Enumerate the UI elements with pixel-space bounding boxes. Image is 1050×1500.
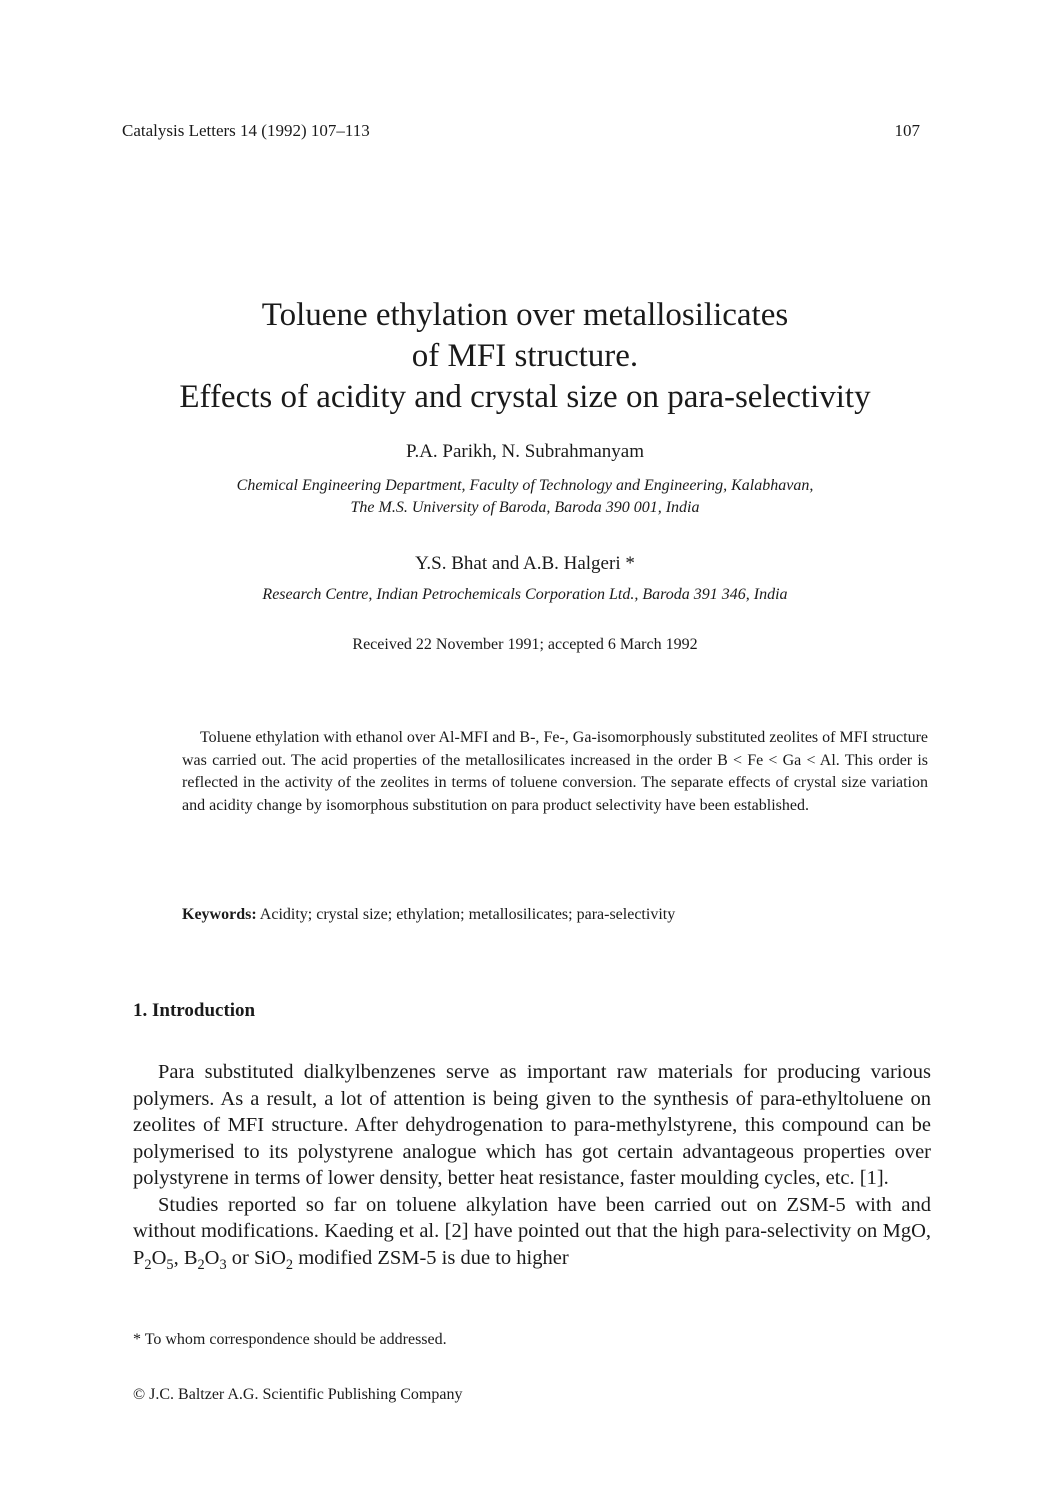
subscript: 2 <box>144 1256 152 1273</box>
subscript: 5 <box>166 1256 174 1273</box>
authors-group-2: Y.S. Bhat and A.B. Halgeri * <box>415 553 635 574</box>
abstract-text: Toluene ethylation with ethanol over Al-MFI and B-, Fe-, Ga-isomorphously substituted zeolites of MFI structure was carried out. The acid properties of the metallosilicates increased in the order B < Fe < Ga < Al. This order is reflected in the activity of the zeolites in terms of toluene conversion. The separate effects of crystal size variation and acidity change by isomorphous substitution on para product selectivity have been established. <box>182 729 928 814</box>
intro-p2-sep2: or SiO <box>226 1246 286 1269</box>
footnote: * To whom correspondence should be addressed. <box>133 1331 447 1348</box>
title-line-3: Effects of acidity and crystal size on para-selectivity <box>179 379 871 415</box>
subscript: 2 <box>285 1256 294 1273</box>
introduction-body <box>133 1059 931 1271</box>
keywords-label: Keywords: <box>182 906 257 923</box>
intro-paragraph-1: Para substituted dialkylbenzenes serve as important raw materials for producing various polymers. As a result, a lot of attention is being given to the synthesis of para-ethyltoluene on zeolites of MFI structure. After dehydrogenation to para-methylstyrene, this compound can be polymerised to its polystyrene analogue which has got certain advantageous properties over polystyrene in terms of lower density, better heat resistance, faster moulding cycles, etc. [1]. <box>133 1061 931 1189</box>
affiliation-1 <box>0 475 1050 519</box>
intro-paragraph-2 <box>133 1192 931 1272</box>
keywords-text: Acidity; crystal size; ethylation; metallosilicates; para-selectivity <box>259 906 676 923</box>
affiliation-1-line-2: The M.S. University of Baroda, Baroda 390 001, India <box>350 499 700 516</box>
title-line-1: Toluene ethylation over metallosilicates <box>261 297 789 333</box>
authors-group-1: P.A. Parikh, N. Subrahmanyam <box>405 441 644 462</box>
intro-p2-o1: O <box>151 1246 167 1269</box>
subscript: 2 <box>197 1256 205 1273</box>
intro-p2-text-2: modified ZSM-5 is due to higher <box>293 1246 569 1269</box>
intro-p2-text-1: Studies reported so far on toluene alkylation have been carried out on ZSM-5 with and without modifications. Kaeding et al. [2] have pointed out that the high para-selectivity on MgO, P <box>133 1193 931 1269</box>
abstract <box>182 727 928 817</box>
title-line-2: of MFI structure. <box>411 338 639 374</box>
intro-p2-o2: O <box>204 1246 220 1269</box>
copyright: © J.C. Baltzer A.G. Scientific Publishing Company <box>133 1386 463 1403</box>
journal-citation: Catalysis Letters 14 (1992) 107–113 <box>122 121 370 140</box>
affiliation-2: Research Centre, Indian Petrochemicals Corporation Ltd., Baroda 391 346, India <box>262 586 788 603</box>
section-heading-introduction: 1. Introduction <box>133 1000 256 1021</box>
paper-title <box>0 295 1050 418</box>
page-number: 107 <box>894 121 920 140</box>
subscript: 3 <box>219 1256 227 1273</box>
intro-p2-sep1: , B <box>173 1246 198 1269</box>
keywords <box>182 906 675 924</box>
received-dates: Received 22 November 1991; accepted 6 March 1992 <box>352 636 698 653</box>
affiliation-1-line-1: Chemical Engineering Department, Faculty of Technology and Engineering, Kalabhavan, <box>236 477 814 494</box>
